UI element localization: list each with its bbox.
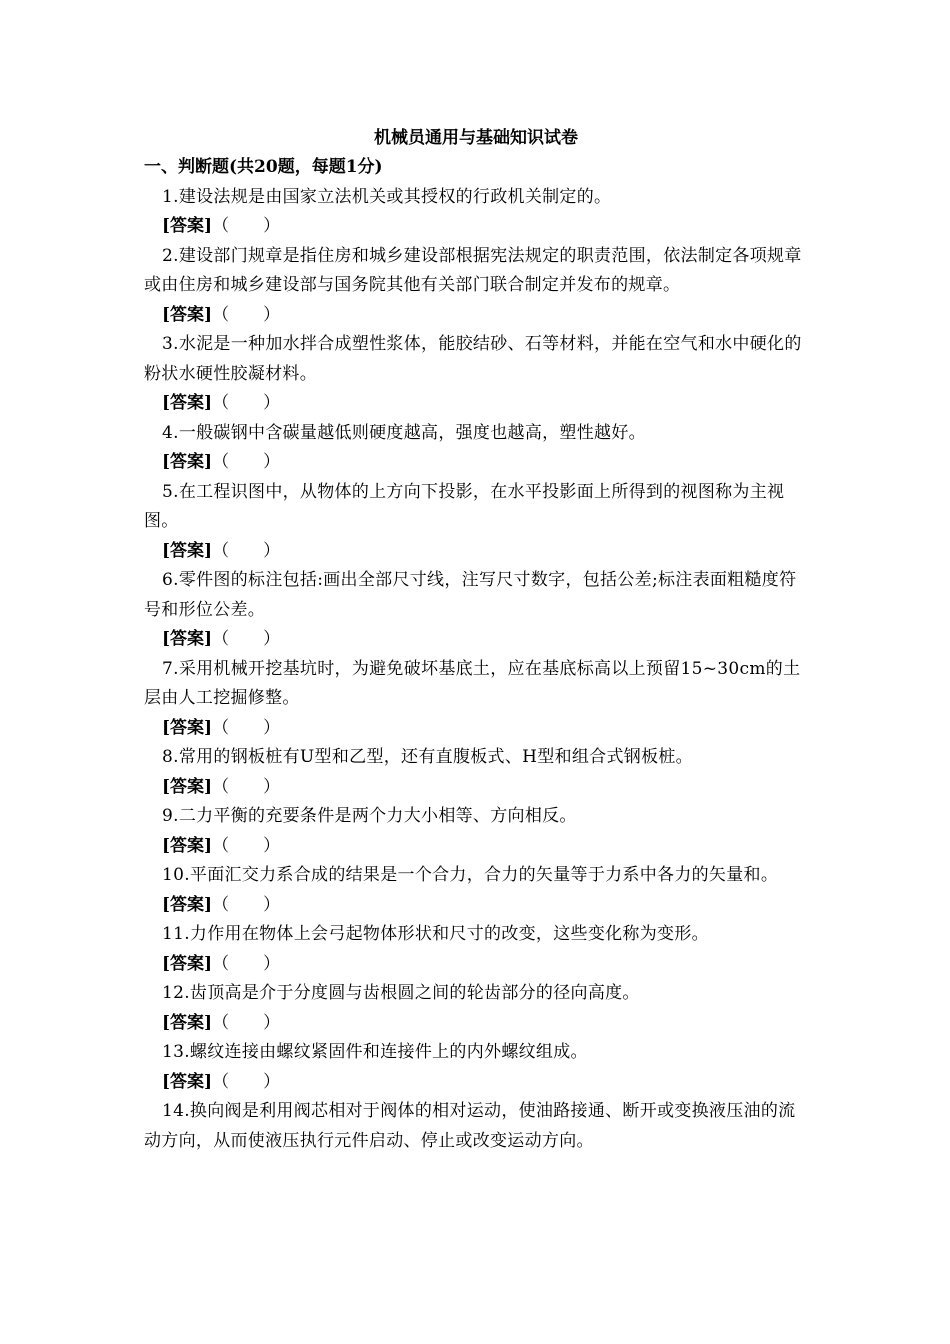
answer-blank: （ ）	[212, 629, 281, 649]
answer-label: [答案]	[162, 216, 213, 236]
answer-blank: （ ）	[212, 540, 281, 561]
question-item: 12.齿顶高是介于分度圆与齿根圆之间的轮齿部分的径向高度。	[162, 983, 640, 1003]
section-heading: 一、判断题(共20题，每题1分)	[144, 157, 383, 177]
answer-line	[144, 1009, 808, 1039]
answer-label: [答案]	[162, 835, 213, 856]
answer-label: [答案]	[162, 540, 213, 561]
answer-label: [答案]	[162, 1012, 213, 1033]
question-item: 4.一般碳钢中含碳量越低则硬度越高，强度也越高，塑性越好。	[162, 422, 646, 443]
answer-label: [答案]	[162, 452, 213, 472]
answer-label: [答案]	[162, 1071, 213, 1092]
answer-line	[144, 1068, 808, 1098]
question-item: 14.换向阀是利用阀芯相对于阀体的相对运动，使油路接通、断开或变换液压油的流动方向，从而使液压执行元件启动、停止或改变运动方向。	[144, 1101, 796, 1151]
answer-blank: （ ）	[212, 1071, 281, 1092]
question-item: 10.平面汇交力系合成的结果是一个合力，合力的矢量等于力系中各力的矢量和。	[162, 865, 779, 885]
question-item: 6.零件图的标注包括:画出全部尺寸线，注写尺寸数字，包括公差;标注表面粗糙度符号和形位公差。	[144, 570, 797, 620]
answer-blank: （ ）	[212, 393, 281, 413]
question-item: 13.螺纹连接由螺纹紧固件和连接件上的内外螺纹组成。	[162, 1042, 588, 1062]
answer-blank: （ ）	[212, 304, 281, 325]
answer-label: [答案]	[162, 953, 213, 974]
question-item: 5.在工程识图中，从物体的上方向下投影，在水平投影面上所得到的视图称为主视图。	[144, 481, 785, 531]
answer-line	[144, 212, 808, 242]
question-item: 7.采用机械开挖基坑时，为避免破坏基底土，应在基底标高以上预留15~30cm的土层由人工挖掘修整。	[144, 658, 801, 708]
answer-line	[144, 773, 808, 803]
answer-label: [答案]	[162, 776, 213, 797]
answer-label: [答案]	[162, 393, 213, 413]
question-item: 11.力作用在物体上会弓起物体形状和尺寸的改变，这些变化称为变形。	[162, 924, 709, 944]
answer-blank: （ ）	[212, 776, 281, 797]
document-body	[144, 124, 808, 1156]
answer-line	[144, 448, 808, 478]
answer-label: [答案]	[162, 717, 213, 738]
answer-blank: （ ）	[212, 216, 281, 236]
question-item: 1.建设法规是由国家立法机关或其授权的行政机关制定的。	[162, 186, 612, 207]
answer-label: [答案]	[162, 304, 213, 325]
question-item: 9.二力平衡的充要条件是两个力大小相等、方向相反。	[162, 806, 577, 826]
question-list	[144, 183, 808, 1157]
answer-line	[144, 625, 808, 655]
question-item: 8.常用的钢板桩有U型和乙型，还有直腹板式、H型和组合式钢板桩。	[162, 747, 693, 767]
answer-line	[144, 537, 808, 567]
answer-line	[144, 389, 808, 419]
answer-line	[144, 832, 808, 862]
answer-blank: （ ）	[212, 717, 281, 738]
answer-blank: （ ）	[212, 452, 281, 472]
answer-line	[144, 714, 808, 744]
answer-blank: （ ）	[212, 953, 281, 974]
answer-label: [答案]	[162, 894, 213, 915]
answer-label: [答案]	[162, 629, 213, 649]
answer-line	[144, 891, 808, 921]
document-title: 机械员通用与基础知识试卷	[374, 128, 578, 148]
question-item: 2.建设部门规章是指住房和城乡建设部根据宪法规定的职责范围，依法制定各项规章或由住房和城乡建设部与国务院其他有关部门联合制定并发布的规章。	[144, 245, 802, 295]
question-item: 3.水泥是一种加水拌合成塑性浆体，能胶结砂、石等材料，并能在空气和水中硬化的粉状水硬性胶凝材料。	[144, 334, 802, 384]
answer-blank: （ ）	[212, 1012, 281, 1033]
answer-blank: （ ）	[212, 835, 281, 856]
answer-line	[144, 950, 808, 980]
answer-line	[144, 301, 808, 331]
answer-blank: （ ）	[212, 894, 281, 915]
